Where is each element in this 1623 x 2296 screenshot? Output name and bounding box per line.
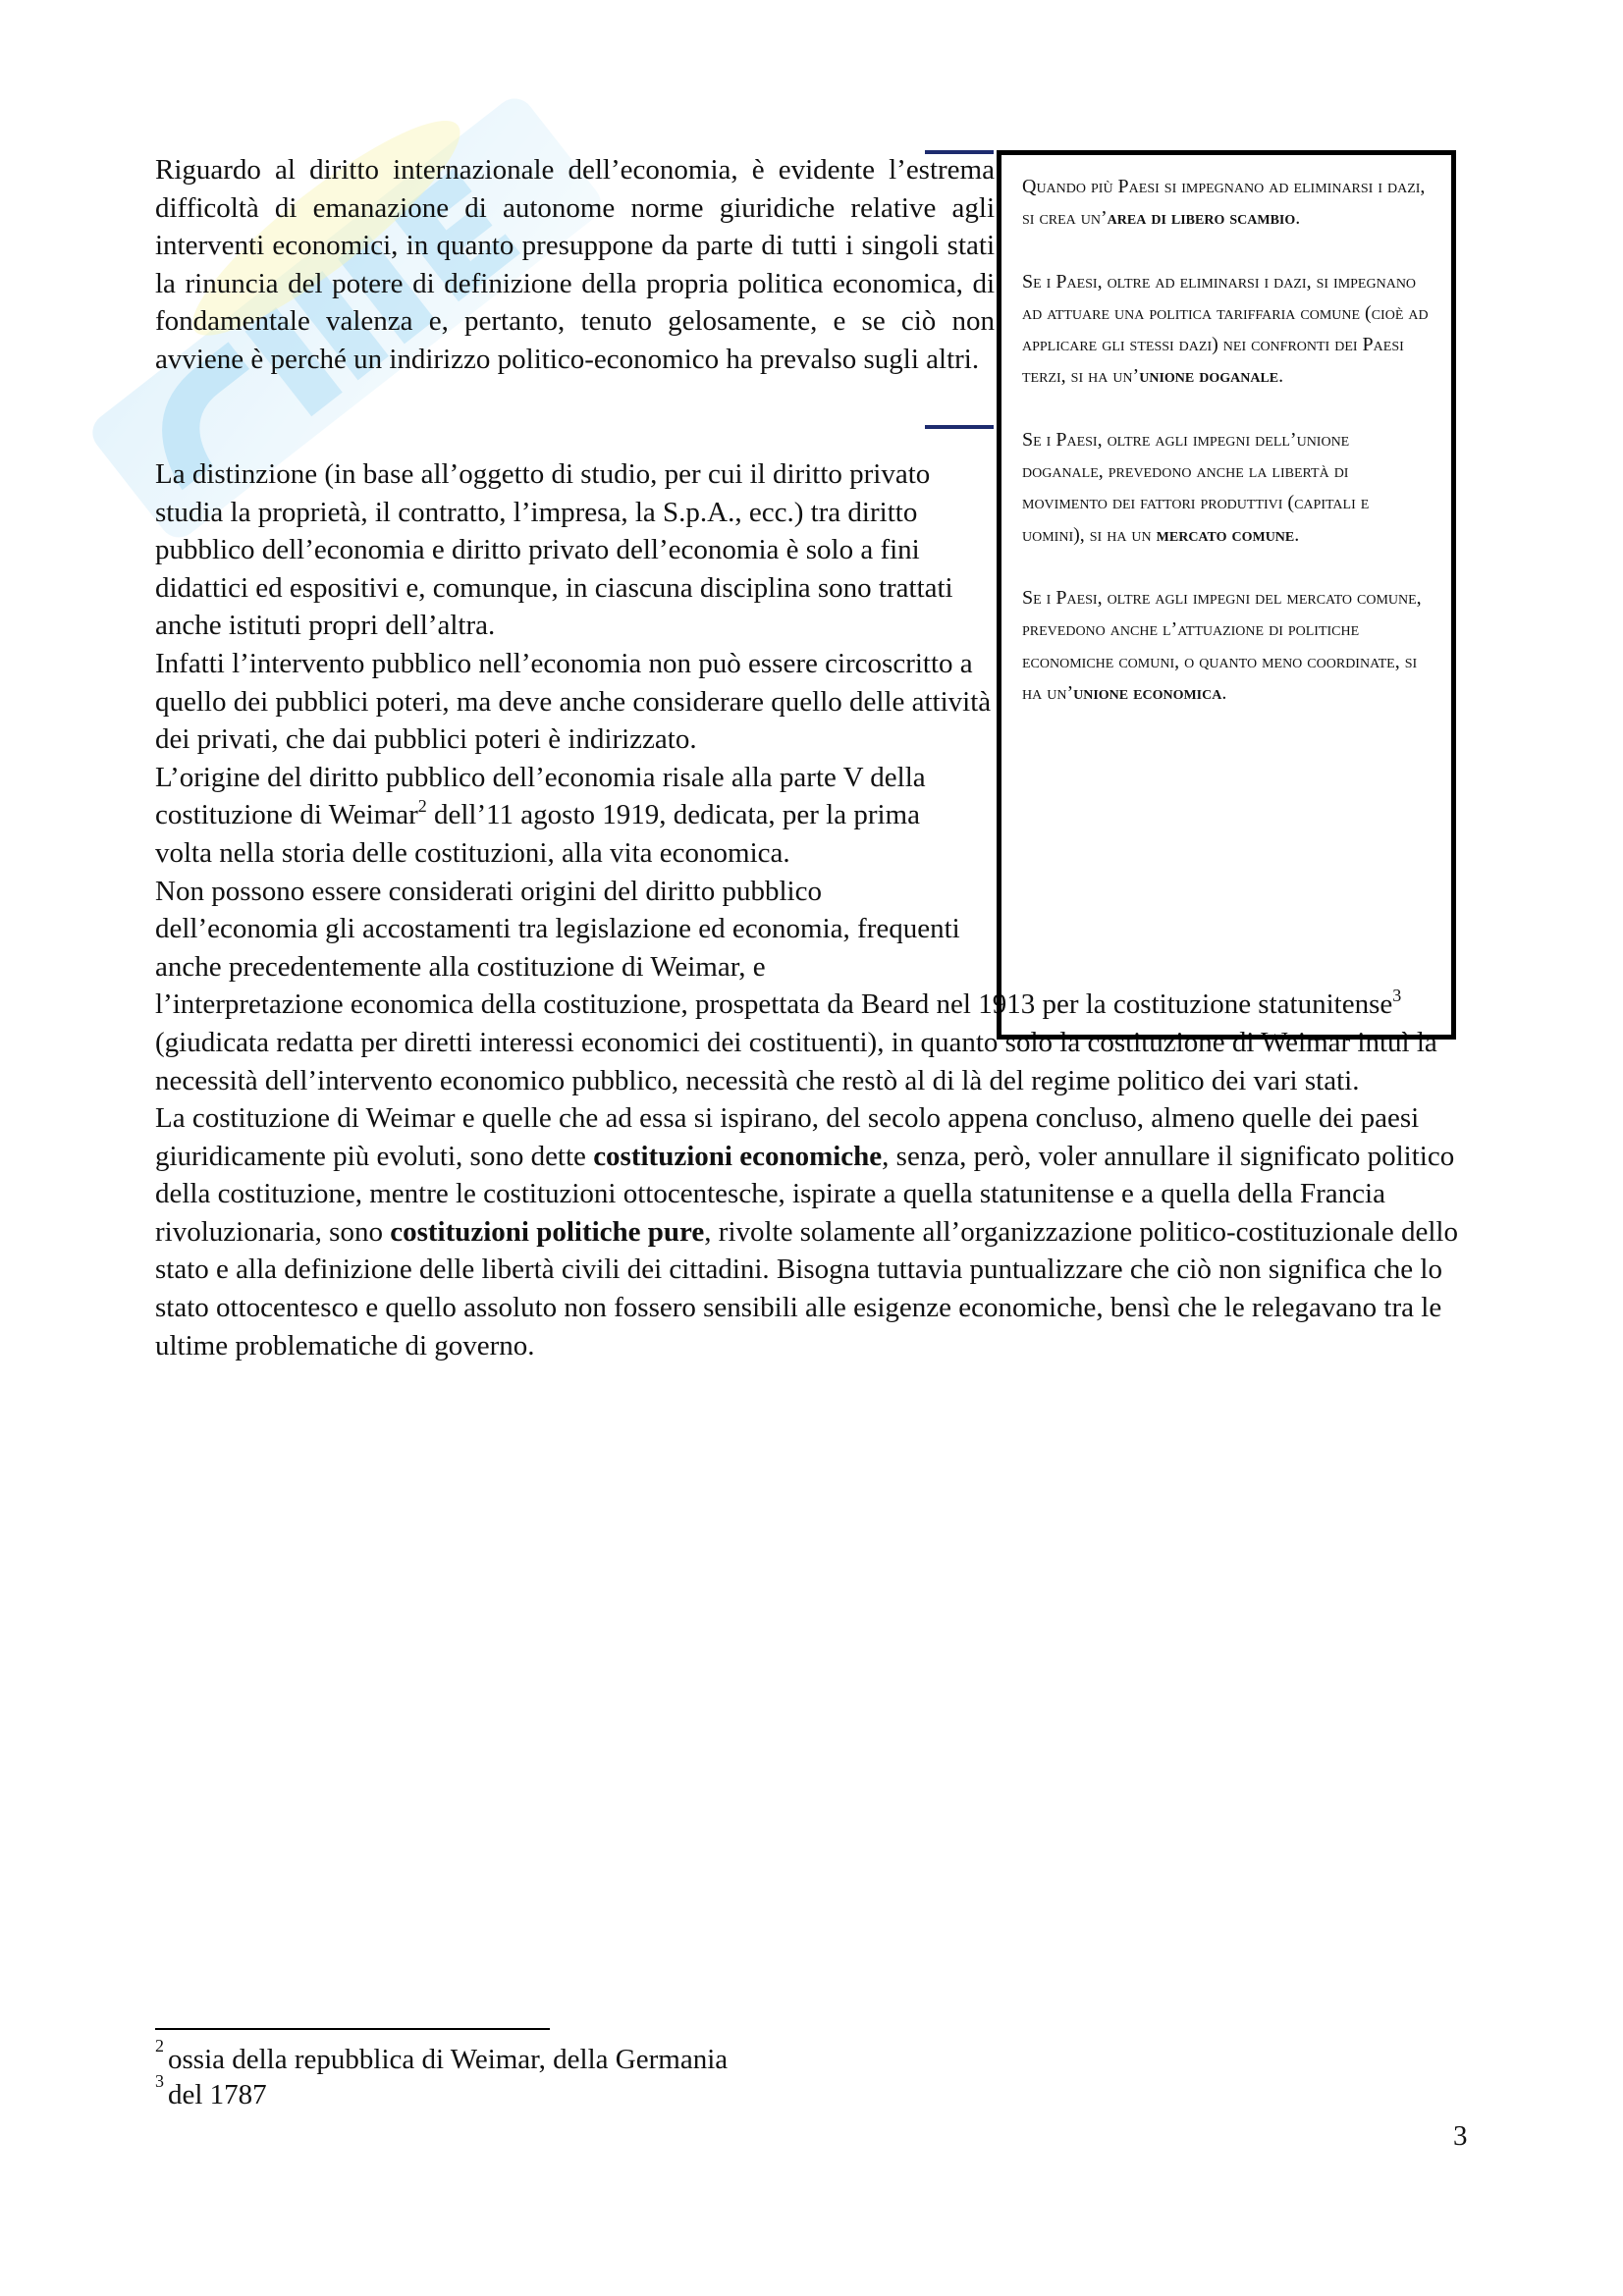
sidebox-paragraph-4: Se i Paesi, oltre agli impegni del mercato comune, prevedono anche l’attuazione di politiche economiche comuni, o quanto meno coordinate, si ha un’unione economica. <box>1022 586 1422 704</box>
footnote-ref-2: 2 <box>417 795 427 816</box>
sidebox-paragraph-1: Quando più Paesi si impegnano ad eliminarsi i dazi, si crea un’area di libero scambio. <box>1022 176 1426 230</box>
footnote-ref-3: 3 <box>1392 985 1402 1005</box>
paragraph-5-cont: l’interpretazione economica della costituzione, prospettata da Beard nel 1913 per la costituzione statunitense$^3$ (giudicata redatta per diretti interessi economici dei costituenti), in quanto solo la costituzione di Weimar intuì la necessità dell’intervento economico pubblico, necessità che restò al di là del regime politico dei vari stati. <box>155 985 1437 1096</box>
footnote-separator <box>155 2028 550 2030</box>
term-costituzioni-politiche-pure: costituzioni politiche pure <box>390 1215 705 1248</box>
paragraph-3: Infatti l’intervento pubblico nell’economia non può essere circoscritto a quello dei pubblici poteri, ma deve anche considerare quello delle attività dei privati, che dai pubblici poteri è indirizzato. <box>155 647 992 756</box>
sidebox <box>997 150 1456 1040</box>
term-costituzioni-economiche: costituzioni economiche <box>593 1140 883 1172</box>
page-number: 3 <box>1453 2120 1468 2152</box>
footnotes <box>155 2036 729 2112</box>
paragraph-1: Riguardo al diritto internazionale dell’economia, è evidente l’estrema difficoltà di emanazione di autonome norme giuridiche relative agli interventi economici, in quanto presuppone da parte di tutti i singoli stati la rinuncia del potere di definizione della propria politica economica, di fondamentale valenza e, pertanto, tenuto gelosamente, e se ciò non avviene è perché un indirizzo politico-economico ha prevalso sugli altri. <box>155 154 995 375</box>
paragraph-6: La costituzione di Weimar e quelle che ad essa si ispirano, del secolo appena concluso, almeno quelle dei paesi giuridicamente più evoluti, sono dette costituzioni economiche, senza, però, voler annullare il significato politico della costituzione, mentre le costituzioni ottocentesche, ispirate a quella statunitense e a quella della Francia rivoluzionaria, sono costituzioni politiche pure, rivolte solamente all’organizzazione politico-costituzionale dello stato e alla definizione delle libertà civili dei cittadini. Bisogna tuttavia puntualizzare che ciò non significa che lo stato ottocentesco e quello assoluto non fossero sensibili alle esigenze economiche, bensì che le relegavano tra le ultime problematiche di governo. <box>155 1102 1458 1362</box>
sidebox-paragraph-3: Se i Paesi, oltre agli impegni dell’unione doganale, prevedono anche la libertà di movimento dei fattori produttivi (capitali e uomini), si ha un mercato comune. <box>1022 428 1370 546</box>
paragraph-4: L’origine del diritto pubblico dell’economia risale alla parte V della costituzione di Weimar$^2$ dell’11 agosto 1919, dedicata, per la prima volta nella storia delle costituzioni, alla vita economica. <box>155 761 926 869</box>
footnote-3: $^3$ del 1787 <box>155 2071 267 2110</box>
bracket-bottom-line <box>925 425 994 429</box>
sidebox-paragraph-2: Se i Paesi, oltre ad eliminarsi i dazi, si impegnano ad attuare una politica tariffaria comune (cioè ad applicare gli stessi dazi) nei confronti dei Paesi terzi, si ha un’unione doganale. <box>1022 270 1429 388</box>
footnote-2: $^2$ ossia della repubblica di Weimar, della Germania <box>155 2036 729 2075</box>
paragraph-5-start: Non possono essere considerati origini del diritto pubblico dell’economia gli accostamenti tra legislazione ed economia, frequenti anche precedentemente alla costituzione di Weimar, e <box>155 875 960 983</box>
paragraph-2: La distinzione (in base all’oggetto di studio, per cui il diritto privato studia la proprietà, il contratto, l’impresa, la S.p.A., ecc.) tra diritto pubblico dell’economia e diritto privato dell’economia è solo a fini didattici ed espositivi e, comunque, in ciascuna disciplina sono trattati anche istituti propri dell’altra. <box>155 458 953 642</box>
